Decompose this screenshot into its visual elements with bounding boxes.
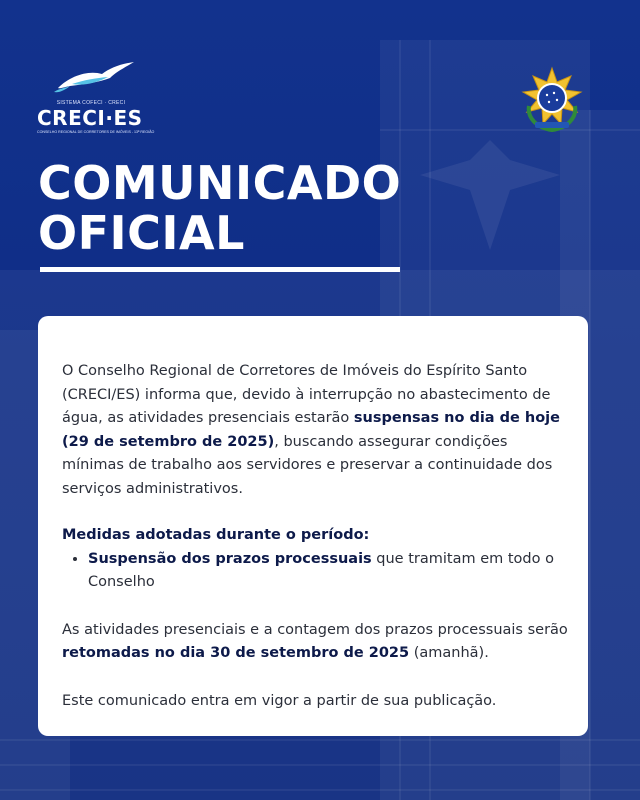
resume-text-b: (amanhã). <box>409 645 489 661</box>
title-line-1: COMUNICADO <box>38 156 402 210</box>
brazil-coat-of-arms-icon <box>519 66 585 134</box>
logo-name: CRECI·ES <box>37 106 143 130</box>
measure-item <box>88 548 568 595</box>
title-line-2: OFICIAL <box>38 206 245 260</box>
intro-text-b: , buscando assegurar condições mínimas de trabalho aos servidores e preservar a continuidade dos serviços administrativos. <box>62 433 553 497</box>
resume-text-a: As atividades presenciais e a contagem dos prazos processuais serão <box>62 621 568 638</box>
creci-es-logo <box>36 58 155 138</box>
logo-subtitle: CONSELHO REGIONAL DE CORRETORES DE IMÓVEIS - 13ª REGIÃO <box>37 130 155 134</box>
measures-list <box>62 548 568 595</box>
measure-text: que tramitam em todo o Conselho <box>88 550 554 590</box>
title-underline <box>40 267 400 272</box>
logo-tagline: SISTEMA COFECI · CRECI <box>56 100 126 106</box>
measures-title: Medidas adotadas durante o período: <box>62 527 370 543</box>
intro-text-a: O Conselho Regional de Corretores de Imóveis do Espírito Santo (CRECI/ES) informa que, devido à interrupção no abastecimento de água, as atividades presenciais estarão <box>62 363 551 426</box>
paragraph-resume <box>62 619 568 666</box>
page-title <box>38 158 401 258</box>
announcement-card <box>38 316 588 736</box>
resume-bold: retomadas no dia 30 de setembro de 2025 <box>62 645 410 661</box>
hummingbird-icon <box>50 58 136 98</box>
measure-bold: Suspensão dos prazos processuais <box>88 550 372 567</box>
paragraph-effective: Este comunicado entra em vigor a partir de sua publicação. <box>62 692 497 709</box>
intro-bold: suspensas no dia de hoje (29 de setembro de 2025) <box>62 410 560 450</box>
paragraph-intro <box>62 360 568 501</box>
